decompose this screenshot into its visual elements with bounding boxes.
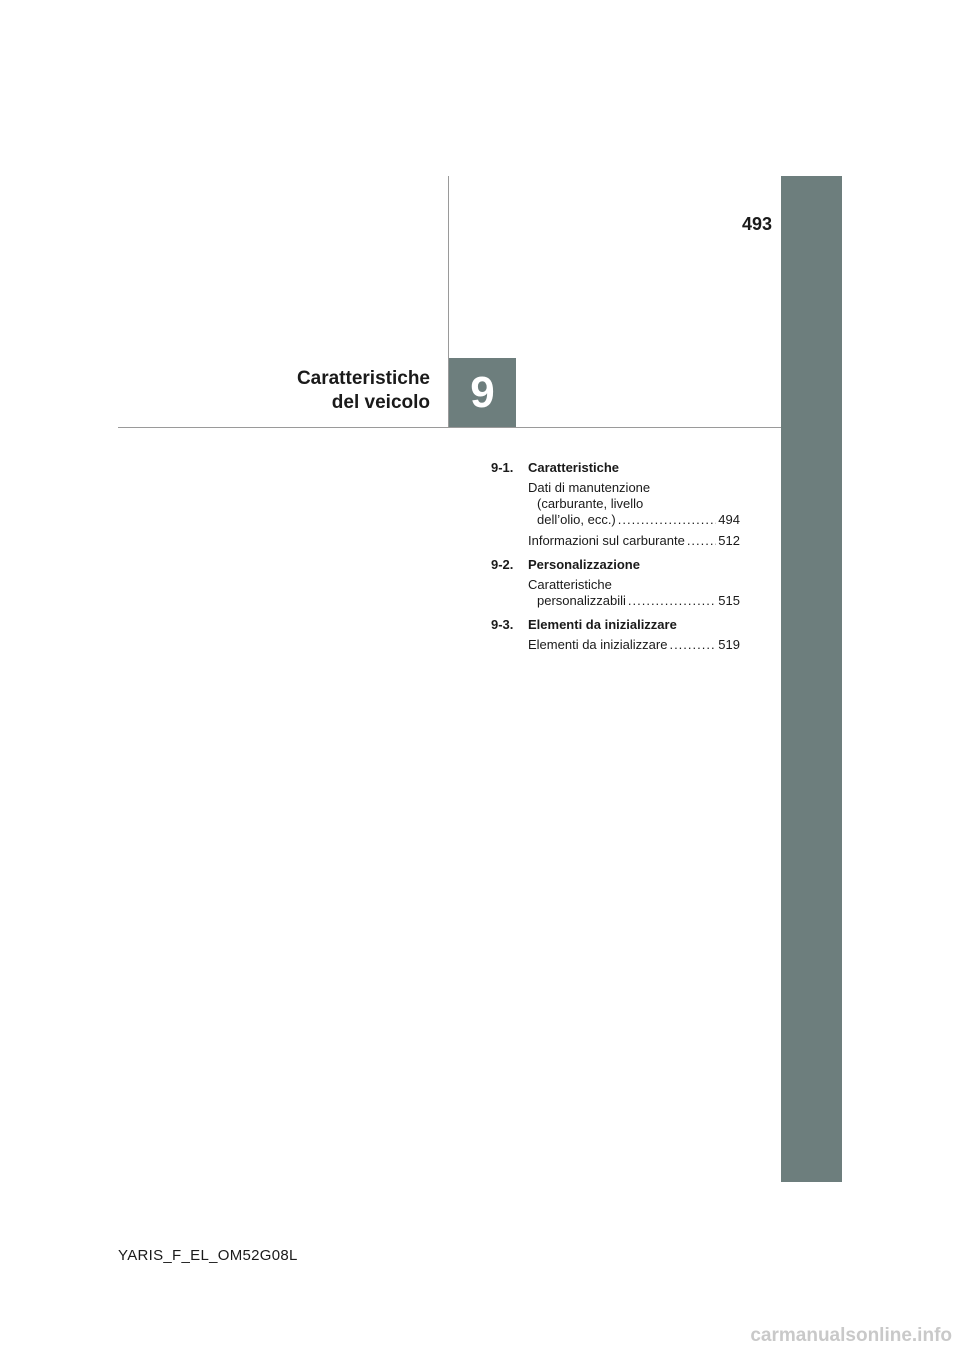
chapter-title-line1: Caratteristiche — [296, 368, 430, 389]
toc-entry-text: Elementi da inizializzare — [528, 637, 668, 652]
document-code: YARIS_F_EL_OM52G08L — [118, 1247, 298, 1264]
toc-page-ref: 494 — [718, 512, 740, 527]
toc-dot-leader — [669, 637, 716, 653]
chapter-number-box — [449, 358, 516, 427]
toc-section-number: 9-3. — [491, 617, 514, 632]
toc-entry[interactable] — [528, 480, 740, 528]
toc-page-ref: 512 — [718, 533, 740, 548]
toc-entry[interactable] — [528, 533, 740, 549]
chapter-title — [230, 367, 430, 415]
toc-section — [491, 557, 740, 609]
horizontal-divider — [118, 427, 781, 428]
toc-entry-text: (carburante, livello — [537, 496, 644, 511]
toc-entry-text: Informazioni sul carburante — [528, 533, 685, 548]
toc-section-heading[interactable] — [491, 460, 740, 476]
chapter-tab-bar — [781, 176, 842, 1182]
chapter-title-line2: del veicolo — [331, 392, 430, 413]
toc-section-heading[interactable] — [491, 617, 740, 633]
toc-page-ref: 519 — [718, 637, 740, 652]
toc-entry-text: Dati di manutenzione — [528, 480, 651, 495]
page-number: 493 — [741, 214, 772, 234]
toc-section-heading[interactable] — [491, 557, 740, 573]
table-of-contents — [491, 460, 740, 661]
toc-section — [491, 617, 740, 653]
toc-entry-text: dell’olio, ecc.) — [537, 512, 616, 527]
toc-section-title: Personalizzazione — [528, 557, 640, 572]
toc-section-number: 9-2. — [491, 557, 514, 572]
toc-entry[interactable] — [528, 577, 740, 609]
toc-section-title: Elementi da inizializzare — [528, 617, 677, 632]
chapter-number: 9 — [470, 367, 495, 417]
toc-dot-leader — [628, 593, 716, 609]
toc-page-ref: 515 — [718, 593, 740, 608]
toc-section — [491, 460, 740, 549]
watermark: carmanualsonline.info — [750, 1325, 952, 1346]
toc-section-number: 9-1. — [491, 460, 514, 475]
toc-entry[interactable] — [528, 637, 740, 653]
toc-dot-leader — [687, 533, 716, 549]
toc-entry-text: Caratteristiche — [528, 577, 612, 592]
toc-entry-text: personalizzabili — [537, 593, 626, 608]
toc-section-title: Caratteristiche — [528, 460, 620, 475]
toc-dot-leader — [618, 512, 717, 528]
